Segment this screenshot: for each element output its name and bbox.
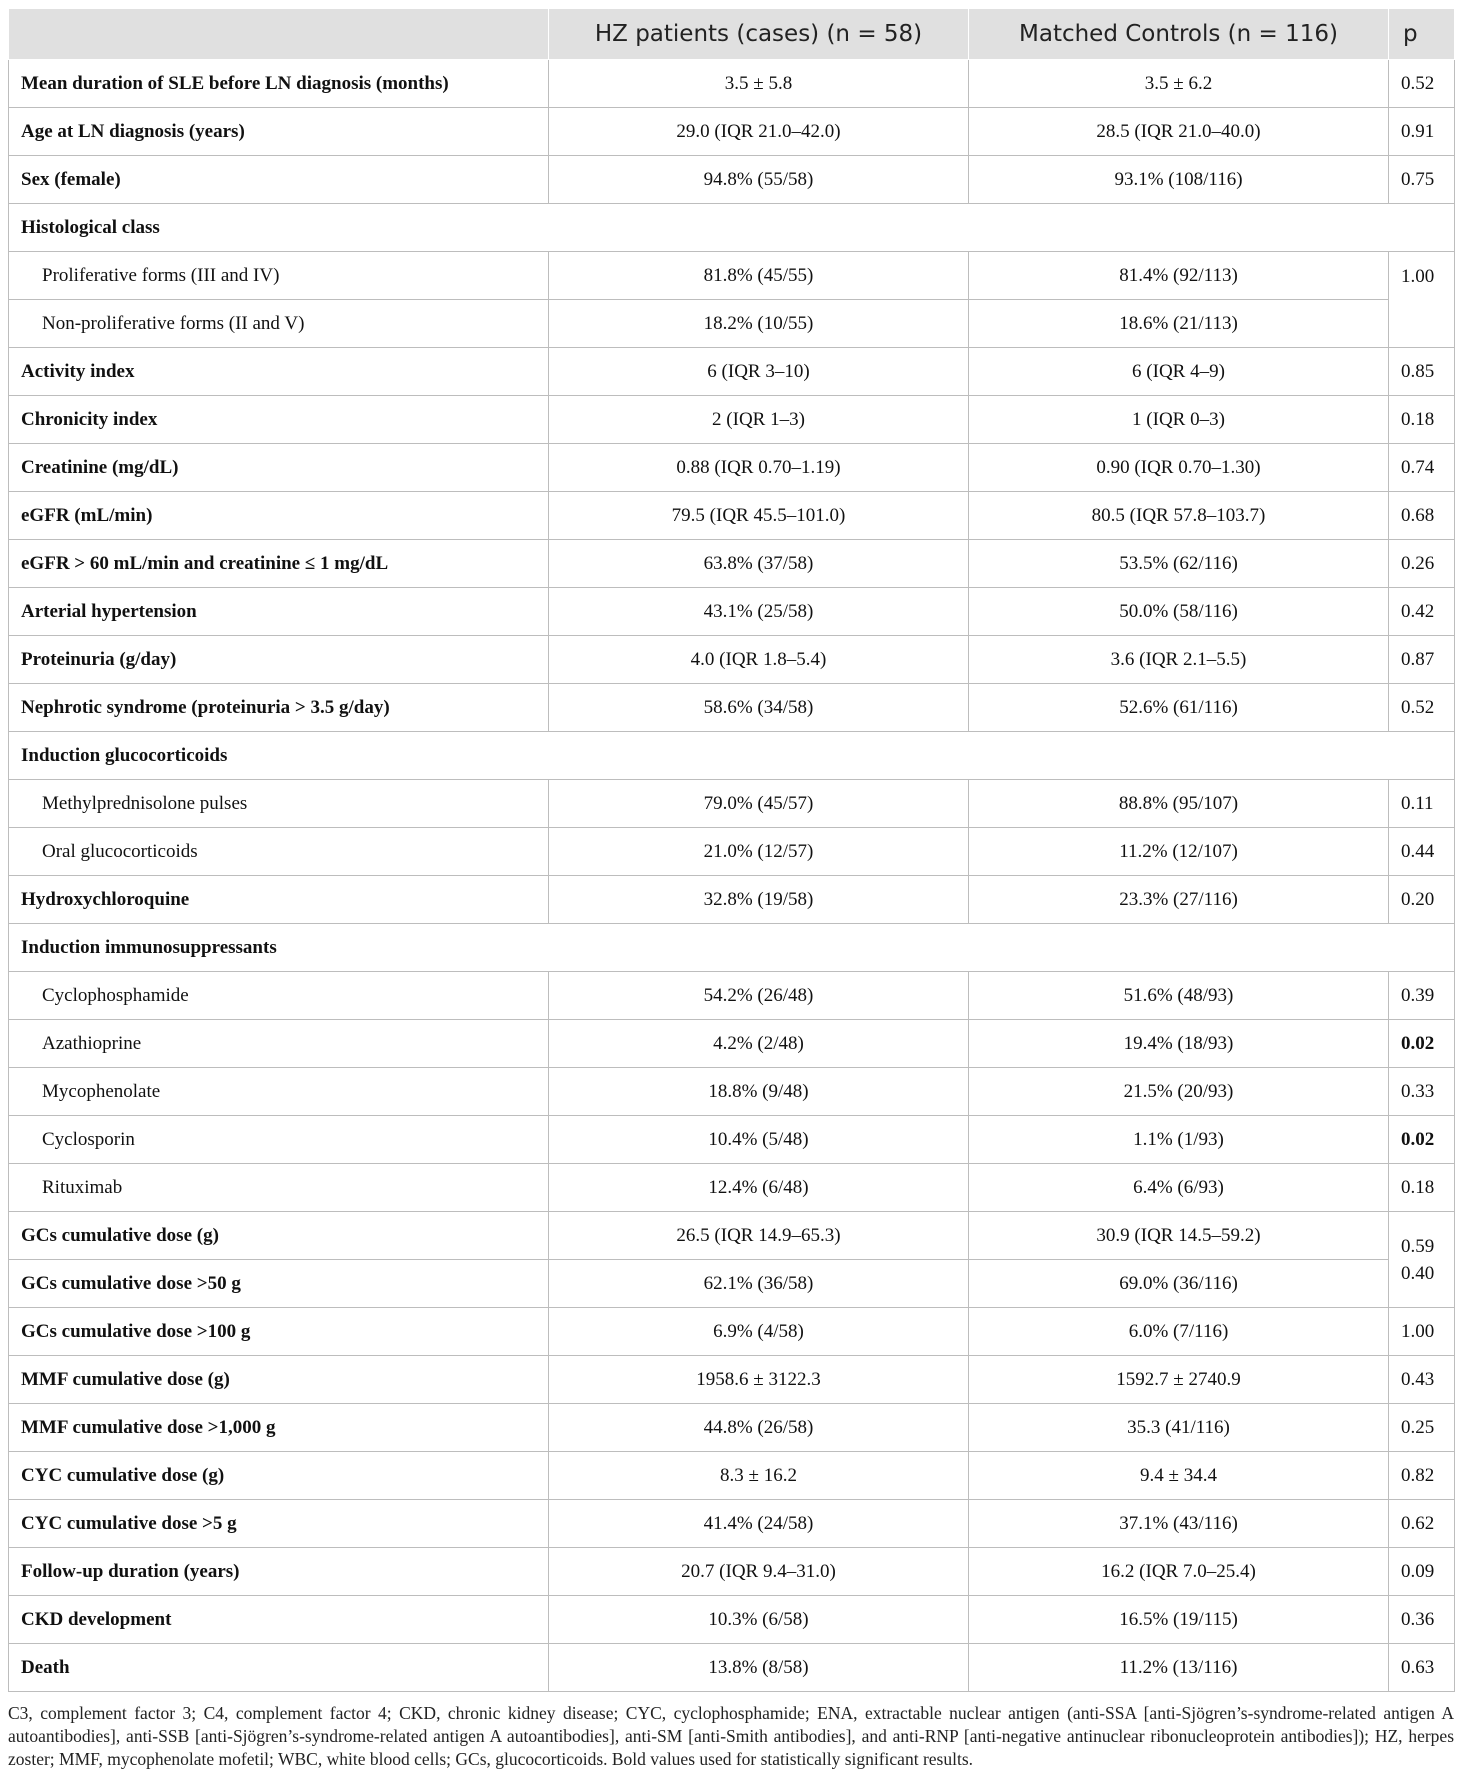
header-controls: Matched Controls (n = 116) bbox=[969, 9, 1389, 60]
p-value: 0.42 bbox=[1389, 588, 1455, 636]
controls-value: 80.5 (IQR 57.8–103.7) bbox=[969, 492, 1389, 540]
row-label: Nephrotic syndrome (proteinuria > 3.5 g/day) bbox=[9, 684, 549, 732]
row-label: MMF cumulative dose (g) bbox=[9, 1356, 549, 1404]
controls-value: 18.6% (21/113) bbox=[969, 300, 1389, 348]
section-row bbox=[9, 924, 1455, 972]
table-row bbox=[9, 1596, 1455, 1644]
p-value-pair bbox=[1389, 1212, 1455, 1308]
controls-value: 35.3 (41/116) bbox=[969, 1404, 1389, 1452]
cases-value: 79.5 (IQR 45.5–101.0) bbox=[549, 492, 969, 540]
comparison-table bbox=[8, 8, 1455, 1692]
table-row bbox=[9, 1404, 1455, 1452]
cases-value: 3.5 ± 5.8 bbox=[549, 60, 969, 108]
table-row bbox=[9, 1260, 1455, 1308]
cases-value: 26.5 (IQR 14.9–65.3) bbox=[549, 1212, 969, 1260]
table-row bbox=[9, 60, 1455, 108]
p-value: 0.74 bbox=[1389, 444, 1455, 492]
controls-value: 81.4% (92/113) bbox=[969, 252, 1389, 300]
row-label: Cyclosporin bbox=[9, 1116, 549, 1164]
table-row bbox=[9, 636, 1455, 684]
cases-value: 58.6% (34/58) bbox=[549, 684, 969, 732]
row-label: Cyclophosphamide bbox=[9, 972, 549, 1020]
controls-value: 30.9 (IQR 14.5–59.2) bbox=[969, 1212, 1389, 1260]
row-label: Chronicity index bbox=[9, 396, 549, 444]
table-row bbox=[9, 1644, 1455, 1692]
row-label: Hydroxychloroquine bbox=[9, 876, 549, 924]
p-value: 0.63 bbox=[1389, 1644, 1455, 1692]
row-label: Death bbox=[9, 1644, 549, 1692]
p-value: 0.82 bbox=[1389, 1452, 1455, 1500]
row-label: Sex (female) bbox=[9, 156, 549, 204]
row-label: GCs cumulative dose (g) bbox=[9, 1212, 549, 1260]
cases-value: 18.2% (10/55) bbox=[549, 300, 969, 348]
p-value: 0.62 bbox=[1389, 1500, 1455, 1548]
cases-value: 44.8% (26/58) bbox=[549, 1404, 969, 1452]
section-label: Induction glucocorticoids bbox=[9, 732, 549, 780]
cases-value: 6.9% (4/58) bbox=[549, 1308, 969, 1356]
table-container bbox=[8, 8, 1454, 1771]
p-value: 0.52 bbox=[1389, 684, 1455, 732]
table-row bbox=[9, 972, 1455, 1020]
p-value: 1.00 bbox=[1389, 252, 1455, 348]
controls-value: 0.90 (IQR 0.70–1.30) bbox=[969, 444, 1389, 492]
row-label: MMF cumulative dose >1,000 g bbox=[9, 1404, 549, 1452]
p-value: 0.40 bbox=[1401, 1262, 1435, 1284]
empty-cell bbox=[969, 924, 1389, 972]
section-row bbox=[9, 204, 1455, 252]
p-value: 1.00 bbox=[1389, 1308, 1455, 1356]
cases-value: 81.8% (45/55) bbox=[549, 252, 969, 300]
table-row bbox=[9, 156, 1455, 204]
table-row bbox=[9, 1212, 1455, 1260]
cases-value: 8.3 ± 16.2 bbox=[549, 1452, 969, 1500]
empty-cell bbox=[969, 204, 1389, 252]
p-value: 0.59 bbox=[1401, 1235, 1435, 1257]
controls-value: 1 (IQR 0–3) bbox=[969, 396, 1389, 444]
table-row bbox=[9, 1452, 1455, 1500]
row-label: CKD development bbox=[9, 1596, 549, 1644]
cases-value: 10.3% (6/58) bbox=[549, 1596, 969, 1644]
p-value: 0.75 bbox=[1389, 156, 1455, 204]
row-label: Mean duration of SLE before LN diagnosis (months) bbox=[9, 60, 549, 108]
p-value-significant: 0.02 bbox=[1389, 1116, 1455, 1164]
row-label: Azathioprine bbox=[9, 1020, 549, 1068]
controls-value: 16.2 (IQR 7.0–25.4) bbox=[969, 1548, 1389, 1596]
table-row bbox=[9, 1020, 1455, 1068]
table-row bbox=[9, 588, 1455, 636]
table-row bbox=[9, 348, 1455, 396]
row-label: Non-proliferative forms (II and V) bbox=[9, 300, 549, 348]
cases-value: 62.1% (36/58) bbox=[549, 1260, 969, 1308]
cases-value: 4.2% (2/48) bbox=[549, 1020, 969, 1068]
empty-cell bbox=[549, 732, 969, 780]
controls-value: 6 (IQR 4–9) bbox=[969, 348, 1389, 396]
section-row bbox=[9, 732, 1455, 780]
controls-value: 6.0% (7/116) bbox=[969, 1308, 1389, 1356]
controls-value: 88.8% (95/107) bbox=[969, 780, 1389, 828]
p-value: 0.11 bbox=[1389, 780, 1455, 828]
row-label: Oral glucocorticoids bbox=[9, 828, 549, 876]
row-label: GCs cumulative dose >100 g bbox=[9, 1308, 549, 1356]
p-value: 0.18 bbox=[1389, 396, 1455, 444]
table-row bbox=[9, 876, 1455, 924]
cases-value: 79.0% (45/57) bbox=[549, 780, 969, 828]
cases-value: 41.4% (24/58) bbox=[549, 1500, 969, 1548]
controls-value: 9.4 ± 34.4 bbox=[969, 1452, 1389, 1500]
controls-value: 16.5% (19/115) bbox=[969, 1596, 1389, 1644]
p-value: 0.39 bbox=[1389, 972, 1455, 1020]
cases-value: 29.0 (IQR 21.0–42.0) bbox=[549, 108, 969, 156]
controls-value: 11.2% (13/116) bbox=[969, 1644, 1389, 1692]
p-value-significant: 0.02 bbox=[1389, 1020, 1455, 1068]
cases-value: 21.0% (12/57) bbox=[549, 828, 969, 876]
controls-value: 1592.7 ± 2740.9 bbox=[969, 1356, 1389, 1404]
header-p: p bbox=[1389, 9, 1455, 60]
row-label: GCs cumulative dose >50 g bbox=[9, 1260, 549, 1308]
table-row bbox=[9, 396, 1455, 444]
cases-value: 12.4% (6/48) bbox=[549, 1164, 969, 1212]
controls-value: 19.4% (18/93) bbox=[969, 1020, 1389, 1068]
row-label: Creatinine (mg/dL) bbox=[9, 444, 549, 492]
p-value: 0.36 bbox=[1389, 1596, 1455, 1644]
cases-value: 1958.6 ± 3122.3 bbox=[549, 1356, 969, 1404]
table-row bbox=[9, 1308, 1455, 1356]
table-row bbox=[9, 540, 1455, 588]
controls-value: 50.0% (58/116) bbox=[969, 588, 1389, 636]
row-label: Proliferative forms (III and IV) bbox=[9, 252, 549, 300]
table-row bbox=[9, 1164, 1455, 1212]
table-row bbox=[9, 252, 1455, 300]
row-label: CYC cumulative dose (g) bbox=[9, 1452, 549, 1500]
empty-cell bbox=[1389, 204, 1455, 252]
controls-value: 3.5 ± 6.2 bbox=[969, 60, 1389, 108]
p-value: 0.20 bbox=[1389, 876, 1455, 924]
p-value: 0.44 bbox=[1389, 828, 1455, 876]
cases-value: 20.7 (IQR 9.4–31.0) bbox=[549, 1548, 969, 1596]
cases-value: 18.8% (9/48) bbox=[549, 1068, 969, 1116]
controls-value: 52.6% (61/116) bbox=[969, 684, 1389, 732]
empty-cell bbox=[1389, 732, 1455, 780]
controls-value: 37.1% (43/116) bbox=[969, 1500, 1389, 1548]
controls-value: 93.1% (108/116) bbox=[969, 156, 1389, 204]
controls-value: 6.4% (6/93) bbox=[969, 1164, 1389, 1212]
p-value: 0.52 bbox=[1389, 60, 1455, 108]
row-label: Activity index bbox=[9, 348, 549, 396]
empty-cell bbox=[969, 732, 1389, 780]
cases-value: 54.2% (26/48) bbox=[549, 972, 969, 1020]
row-label: Methylprednisolone pulses bbox=[9, 780, 549, 828]
table-footnote: C3, complement factor 3; C4, complement factor 4; CKD, chronic kidney disease; CYC, cyclophosphamide; ENA, extractable nuclear antigen (anti-SSA [anti-Sjögren’s-syndrome-related antigen A autoantibodies], anti-SSB [anti-Sjögren’s-syndrome-related antigen A autoantibodies], anti-SM [anti-Smith antibodies], and anti-RNP [anti-negative antinuclear ribonucleoprotein antibodies]); HZ, herpes zoster; MMF, mycophenolate mofetil; WBC, white blood cells; GCs, glucocorticoids. Bold values used for statistically significant results. bbox=[8, 1703, 1454, 1769]
row-label: Age at LN diagnosis (years) bbox=[9, 108, 549, 156]
p-value: 0.85 bbox=[1389, 348, 1455, 396]
cases-value: 4.0 (IQR 1.8–5.4) bbox=[549, 636, 969, 684]
controls-value: 21.5% (20/93) bbox=[969, 1068, 1389, 1116]
row-label: eGFR (mL/min) bbox=[9, 492, 549, 540]
cases-value: 6 (IQR 3–10) bbox=[549, 348, 969, 396]
p-value: 0.25 bbox=[1389, 1404, 1455, 1452]
table-row bbox=[9, 828, 1455, 876]
cases-value: 13.8% (8/58) bbox=[549, 1644, 969, 1692]
p-value: 0.91 bbox=[1389, 108, 1455, 156]
cases-value: 43.1% (25/58) bbox=[549, 588, 969, 636]
table-row bbox=[9, 300, 1455, 348]
table-row bbox=[9, 1500, 1455, 1548]
cases-value: 63.8% (37/58) bbox=[549, 540, 969, 588]
table-row bbox=[9, 108, 1455, 156]
empty-cell bbox=[1389, 924, 1455, 972]
cases-value: 32.8% (19/58) bbox=[549, 876, 969, 924]
p-value: 0.33 bbox=[1389, 1068, 1455, 1116]
controls-value: 28.5 (IQR 21.0–40.0) bbox=[969, 108, 1389, 156]
row-label: Follow-up duration (years) bbox=[9, 1548, 549, 1596]
p-value: 0.68 bbox=[1389, 492, 1455, 540]
controls-value: 69.0% (36/116) bbox=[969, 1260, 1389, 1308]
p-value: 0.09 bbox=[1389, 1548, 1455, 1596]
cases-value: 10.4% (5/48) bbox=[549, 1116, 969, 1164]
header-label bbox=[9, 9, 549, 60]
controls-value: 53.5% (62/116) bbox=[969, 540, 1389, 588]
p-value: 0.87 bbox=[1389, 636, 1455, 684]
table-row bbox=[9, 444, 1455, 492]
table-row bbox=[9, 1356, 1455, 1404]
table-row bbox=[9, 684, 1455, 732]
p-value: 0.18 bbox=[1389, 1164, 1455, 1212]
cases-value: 2 (IQR 1–3) bbox=[549, 396, 969, 444]
section-label: Induction immunosuppressants bbox=[9, 924, 549, 972]
table-row bbox=[9, 780, 1455, 828]
table-row bbox=[9, 1068, 1455, 1116]
controls-value: 23.3% (27/116) bbox=[969, 876, 1389, 924]
cases-value: 0.88 (IQR 0.70–1.19) bbox=[549, 444, 969, 492]
section-label: Histological class bbox=[9, 204, 549, 252]
header-row bbox=[9, 9, 1455, 60]
cases-value: 94.8% (55/58) bbox=[549, 156, 969, 204]
table-row bbox=[9, 492, 1455, 540]
empty-cell bbox=[549, 204, 969, 252]
table-row bbox=[9, 1116, 1455, 1164]
row-label: Rituximab bbox=[9, 1164, 549, 1212]
table-row bbox=[9, 1548, 1455, 1596]
row-label: Arterial hypertension bbox=[9, 588, 549, 636]
row-label: Mycophenolate bbox=[9, 1068, 549, 1116]
p-value: 0.43 bbox=[1389, 1356, 1455, 1404]
controls-value: 3.6 (IQR 2.1–5.5) bbox=[969, 636, 1389, 684]
header-cases: HZ patients (cases) (n = 58) bbox=[549, 9, 969, 60]
controls-value: 1.1% (1/93) bbox=[969, 1116, 1389, 1164]
row-label: eGFR > 60 mL/min and creatinine ≤ 1 mg/dL bbox=[9, 540, 549, 588]
row-label: CYC cumulative dose >5 g bbox=[9, 1500, 549, 1548]
controls-value: 11.2% (12/107) bbox=[969, 828, 1389, 876]
row-label: Proteinuria (g/day) bbox=[9, 636, 549, 684]
empty-cell bbox=[549, 924, 969, 972]
controls-value: 51.6% (48/93) bbox=[969, 972, 1389, 1020]
p-value: 0.26 bbox=[1389, 540, 1455, 588]
